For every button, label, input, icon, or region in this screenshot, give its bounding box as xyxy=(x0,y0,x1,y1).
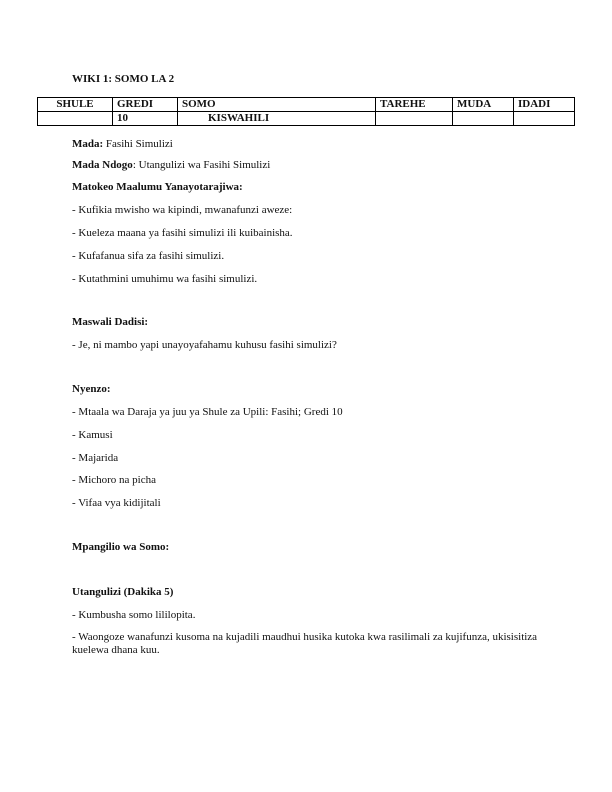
topic-label: Mada: xyxy=(72,138,104,150)
cell-idadi xyxy=(514,112,575,126)
resource-item: - Michoro na picha xyxy=(72,474,156,486)
table-row xyxy=(38,112,575,126)
topic-line xyxy=(72,138,173,151)
lesson-meta-table xyxy=(37,97,575,126)
cell-muda xyxy=(453,112,514,126)
introduction-heading: Utangulizi (Dakika 5) xyxy=(72,586,174,598)
topic-value: Fasihi Simulizi xyxy=(103,138,173,150)
resource-item: - Majarida xyxy=(72,452,119,464)
introduction-item: - Waongoze wanafunzi kusoma na kujadili maudhui husika kutoka kwa rasilimali za kujifunza, ukisisitiza kuelewa dhana kuu. xyxy=(72,631,538,656)
outcome-item: - Kufafanua sifa za fasihi simulizi. xyxy=(72,250,225,262)
introduction-item: - Kumbusha somo lililopita. xyxy=(72,609,196,621)
resources-heading: Nyenzo: xyxy=(72,383,111,395)
cell-tarehe xyxy=(376,112,453,126)
questions-heading: Maswali Dadisi: xyxy=(72,316,149,328)
header-tarehe: TAREHE xyxy=(376,98,453,112)
cell-shule xyxy=(38,112,113,126)
lesson-plan-heading: Mpangilio wa Somo: xyxy=(72,541,170,553)
outcome-item: - Kueleza maana ya fasihi simulizi ili kuibainisha. xyxy=(72,227,293,239)
header-gredi: GREDI xyxy=(113,98,178,112)
header-muda: MUDA xyxy=(453,98,514,112)
header-somo: SOMO xyxy=(178,98,376,112)
question-item: - Je, ni mambo yapi unayoyafahamu kuhusu fasihi simulizi? xyxy=(72,339,337,351)
outcome-item: - Kufikia mwisho wa kipindi, mwanafunzi aweze: xyxy=(72,204,293,216)
cell-gredi: 10 xyxy=(113,112,178,126)
outcome-item: - Kutathmini umuhimu wa fasihi simulizi. xyxy=(72,273,258,285)
header-idadi: IDADI xyxy=(514,98,575,112)
table-header-row xyxy=(38,98,575,112)
page-title: WIKI 1: SOMO LA 2 xyxy=(72,73,175,85)
cell-somo: KISWAHILI xyxy=(178,112,376,126)
subtopic-value: : Utangulizi wa Fasihi Simulizi xyxy=(132,159,271,171)
subtopic-line xyxy=(72,159,270,172)
resource-item: - Mtaala wa Daraja ya juu ya Shule za Upili: Fasihi; Gredi 10 xyxy=(72,406,343,418)
outcomes-heading: Matokeo Maalumu Yanayotarajiwa: xyxy=(72,181,243,193)
subtopic-label: Mada Ndogo xyxy=(72,159,133,171)
resource-item: - Kamusi xyxy=(72,429,113,441)
resource-item: - Vifaa vya kidijitali xyxy=(72,497,161,509)
header-shule: SHULE xyxy=(38,98,113,112)
